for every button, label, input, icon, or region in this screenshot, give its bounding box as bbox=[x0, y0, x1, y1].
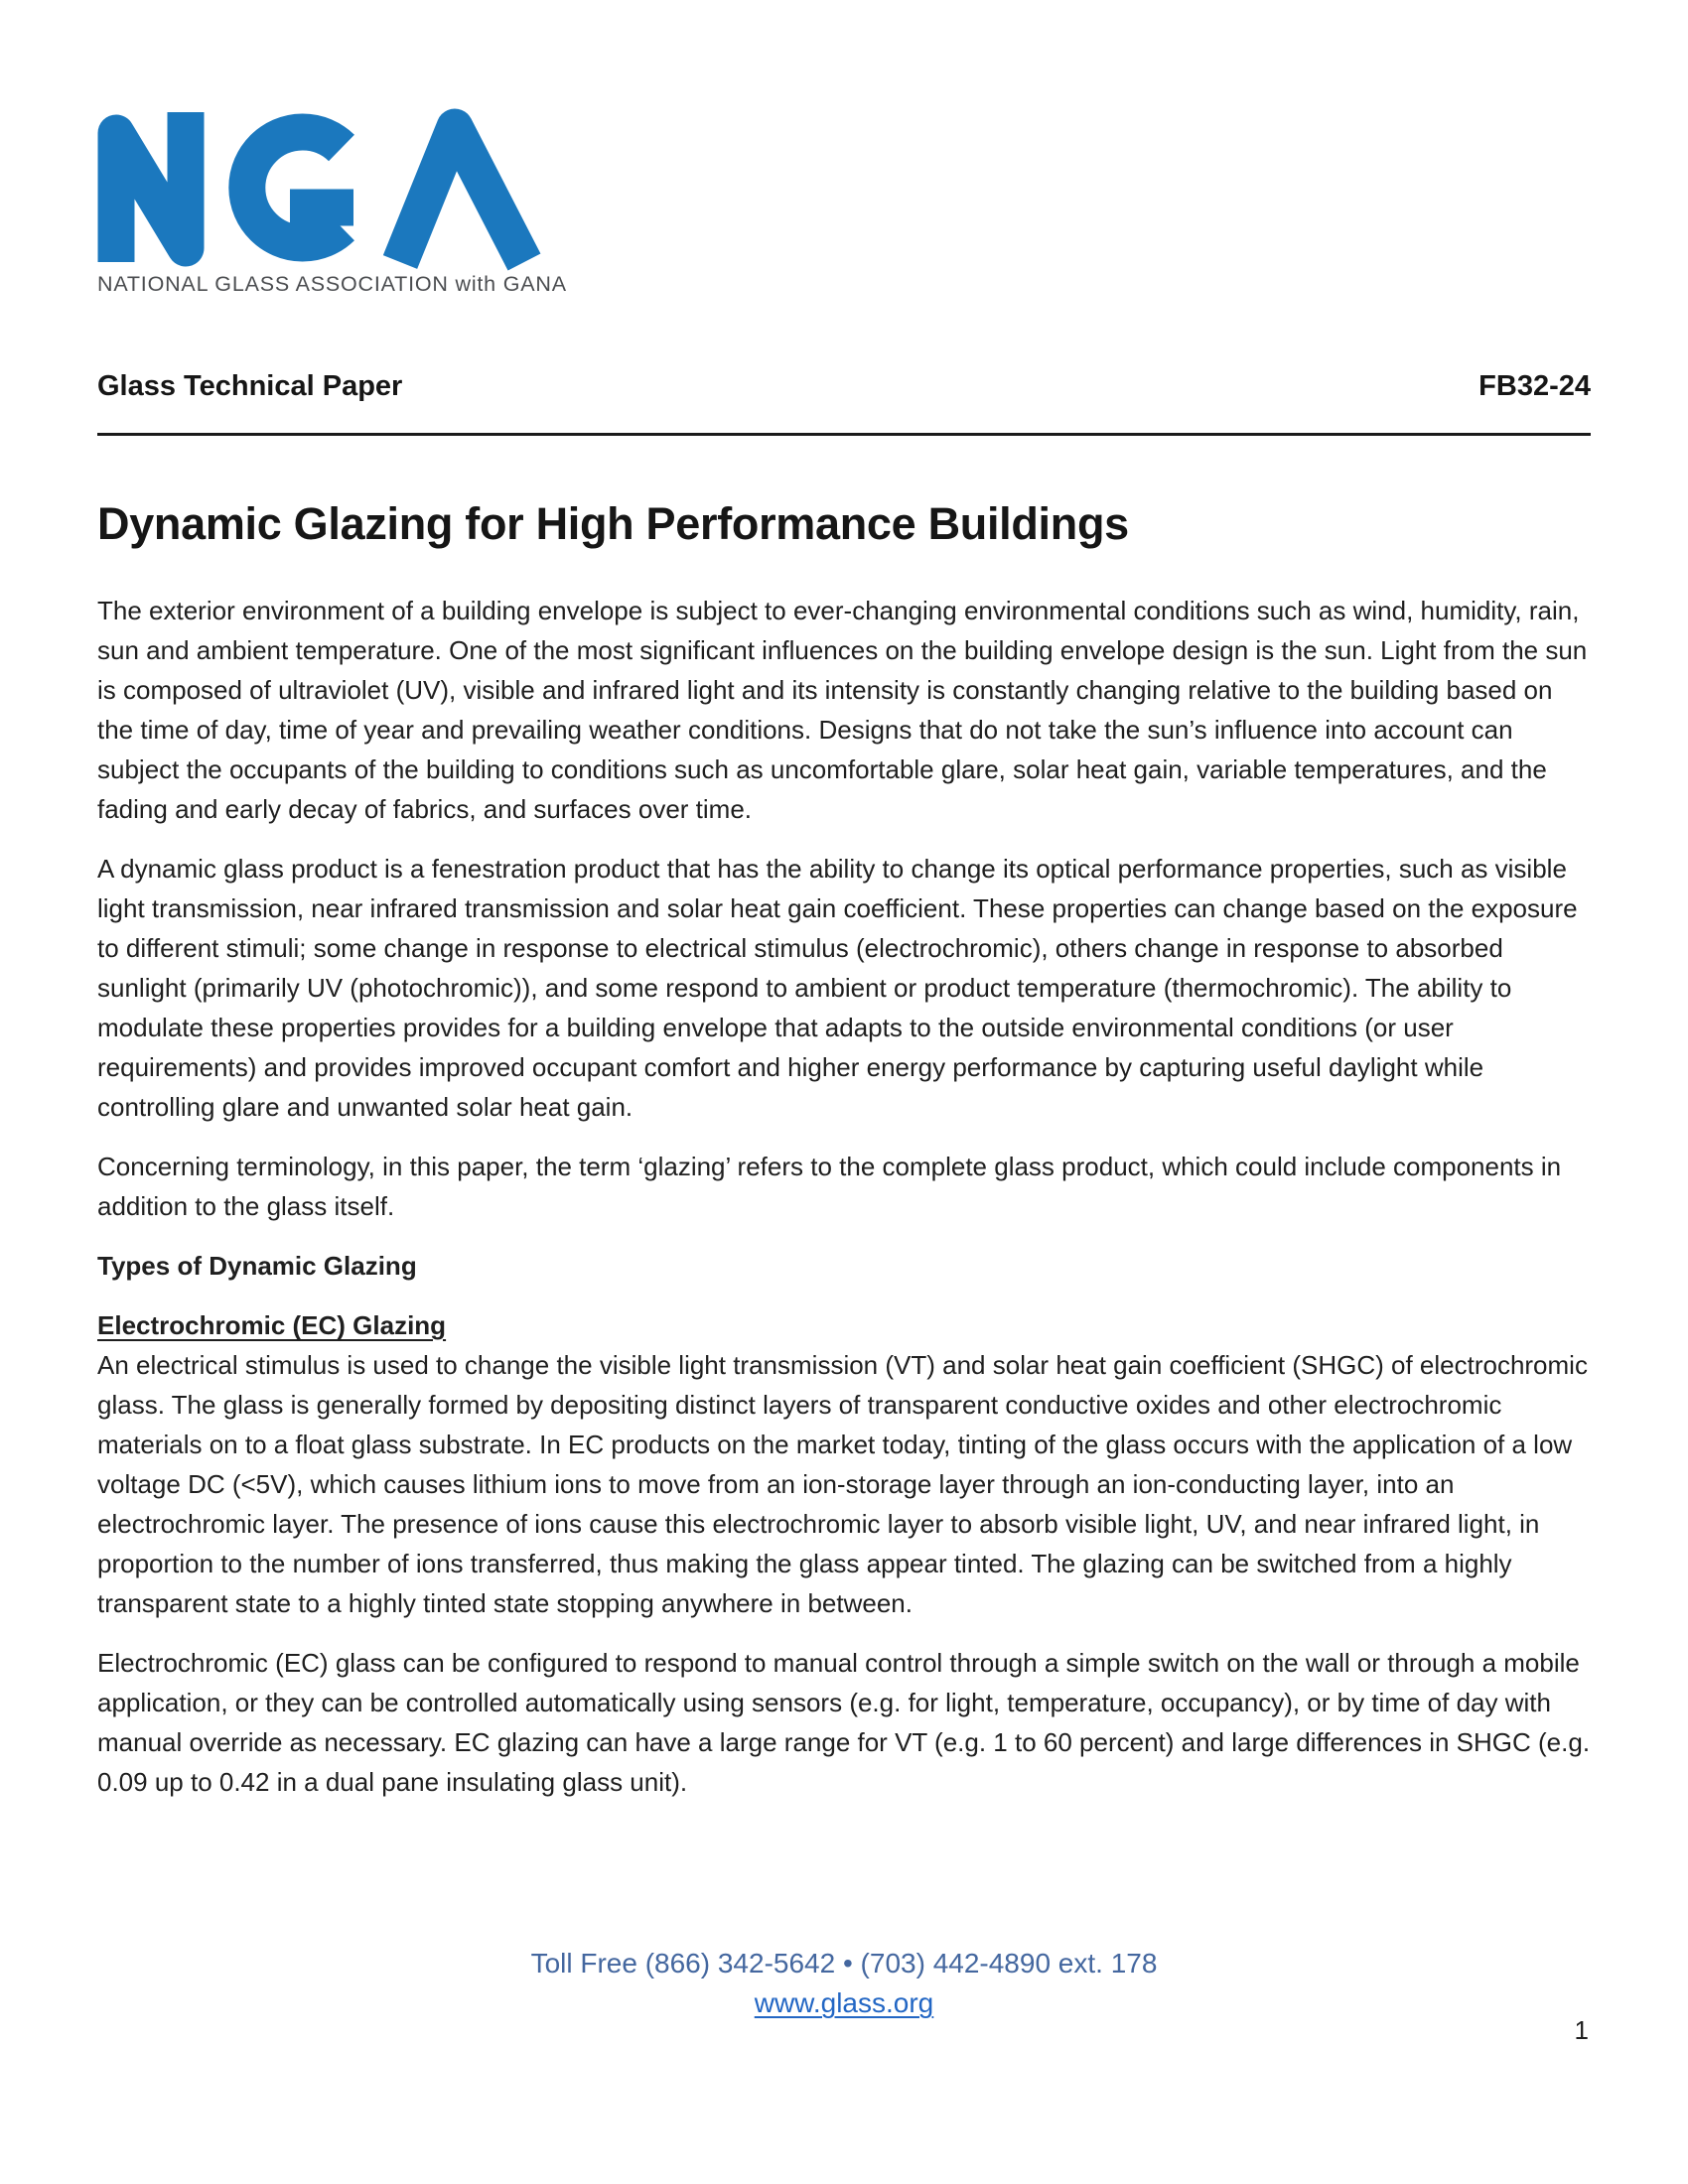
paragraph-terminology: Concerning terminology, in this paper, the term ‘glazing’ refers to the complete glass product, which could include components in addition to the glass itself. bbox=[97, 1152, 1562, 1221]
footer-phone: Toll Free (866) 342-5642 • (703) 442-4890 ext. 178 bbox=[530, 1948, 1158, 1979]
paragraph-intro-environment: The exterior environment of a building envelope is subject to ever-changing environmental conditions such as wind, humidity, rain, sun and ambient temperature. One of the most significant influences on the building envelope design is the sun. Light from the sun is composed of ultraviolet (UV), visible and infrared light and its intensity is constantly changing relative to the building based on the time of day, time of year and prevailing weather conditions. Designs that do not take the sun’s influence into account can subject the occupants of the building to conditions such as uncomfortable glare, solar heat gain, variable temperatures, and the fading and early decay of fabrics, and surfaces over time. bbox=[97, 596, 1588, 824]
page-number: 1 bbox=[1574, 2015, 1589, 2045]
document-body bbox=[97, 591, 1591, 1802]
logo-tagline: NATIONAL GLASS ASSOCIATION with GANA bbox=[97, 272, 567, 296]
nga-logo bbox=[97, 111, 567, 297]
document-header bbox=[97, 370, 1591, 403]
paragraph-ec-control: Electrochromic (EC) glass can be configured to respond to manual control through a simple switch on the wall or through a mobile application, or they can be controlled automatically using sensors (e.g. for light, temperature, occupancy), or by time of day with manual override as necessary. EC glazing can have a large range for VT (e.g. 1 to 60 percent) and large differences in SHGC (e.g. 0.09 up to 0.42 in a dual pane insulating glass unit). bbox=[97, 1648, 1591, 1797]
paragraph-dynamic-glass-definition: A dynamic glass product is a fenestration product that has the ability to change its optical performance properties, such as visible light transmission, near infrared transmission and solar heat gain coefficient. These properties can change based on the exposure to different stimuli; some change in response to electrical stimulus (electrochromic), others change in response to absorbed sunlight (primarily UV (photochromic)), and some respond to ambient or product temperature (thermochromic). The ability to modulate these properties provides for a building envelope that adapts to the outside environmental conditions (or user requirements) and provides improved occupant comfort and higher energy performance by capturing useful daylight while controlling glare and unwanted solar heat gain. bbox=[97, 854, 1578, 1122]
page-content bbox=[97, 0, 1591, 1822]
doc-type-label: Glass Technical Paper bbox=[97, 370, 403, 402]
header-divider bbox=[97, 433, 1591, 436]
page-footer bbox=[0, 1944, 1688, 2023]
footer-website-link[interactable]: www.glass.org bbox=[754, 1987, 934, 2018]
section-heading-types: Types of Dynamic Glazing bbox=[97, 1251, 417, 1281]
page-title: Dynamic Glazing for High Performance Buildings bbox=[97, 498, 1129, 549]
paragraph-ec-description: An electrical stimulus is used to change the visible light transmission (VT) and solar heat gain coefficient (SHGC) of electrochromic glass. The glass is generally formed by depositing distinct layers of transparent conductive oxides and other electrochromic materials on to a float glass substrate. In EC products on the market today, tinting of the glass occurs with the application of a low voltage DC (<5V), which causes lithium ions to move from an ion-storage layer through an ion-conducting layer, into an electrochromic layer. The presence of ions cause this electrochromic layer to absorb visible light, UV, and near infrared light, in proportion to the number of ions transferred, thus making the glass appear tinted. The glazing can be switched from a highly transparent state to a highly tinted state stopping anywhere in between. bbox=[97, 1350, 1588, 1618]
doc-number-label: FB32-24 bbox=[1478, 370, 1591, 402]
nga-logo-icon bbox=[97, 111, 529, 262]
subsection-heading-electrochromic: Electrochromic (EC) Glazing bbox=[97, 1310, 447, 1340]
